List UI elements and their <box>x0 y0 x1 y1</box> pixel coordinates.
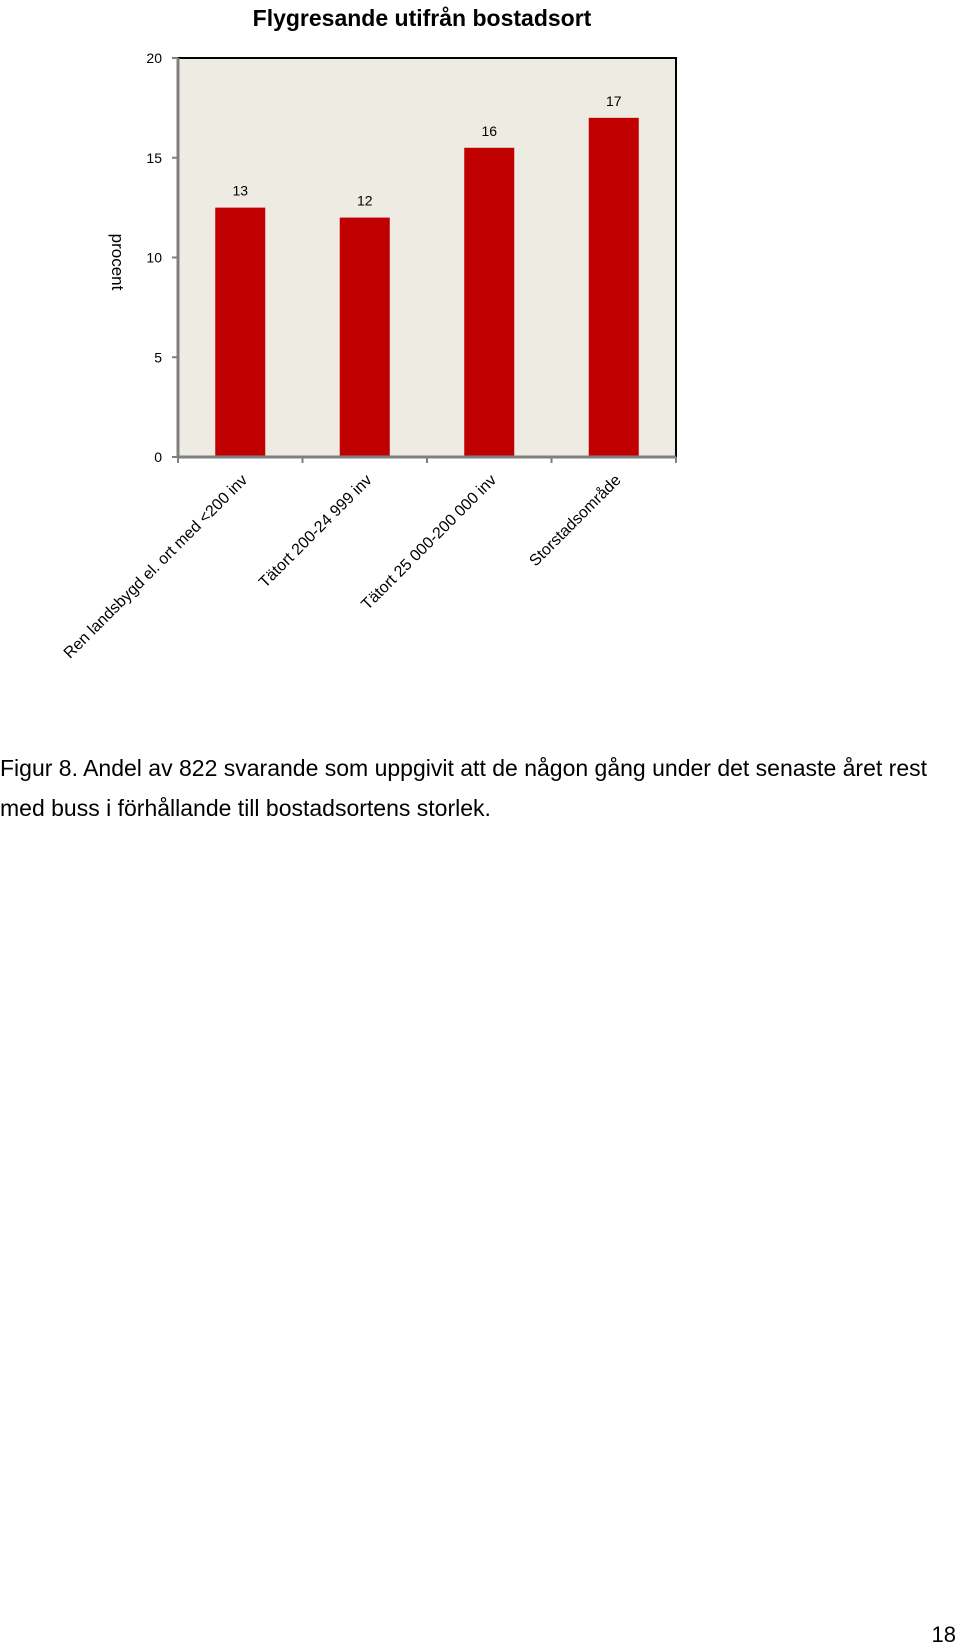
x-tick-label: Tätort 200-24 999 inv <box>256 471 376 592</box>
chart-title: Flygresande utifrån bostadsort <box>252 5 592 31</box>
bar <box>464 148 514 457</box>
data-label: 12 <box>356 192 373 209</box>
data-label: 16 <box>481 122 498 139</box>
y-tick-label: 0 <box>154 449 162 465</box>
bar <box>215 208 265 457</box>
data-label: 17 <box>605 92 622 109</box>
page-number: 18 <box>931 1622 956 1647</box>
x-tick-label: Storstadsområde <box>526 471 625 570</box>
x-axis-ticks <box>61 457 676 662</box>
y-tick-label: 5 <box>154 349 162 366</box>
data-label: 13 <box>232 182 249 199</box>
bar <box>589 118 639 457</box>
bar <box>340 218 390 457</box>
x-tick-label: Ren landsbygd el. ort med <200 inv <box>60 471 252 663</box>
figure-caption: Figur 8. Andel av 822 svarande som uppgivit att de någon gång under det senaste året rest med buss i förhållande till bostadsortens storlek. <box>0 755 927 821</box>
bar-chart <box>0 0 960 720</box>
y-axis-ticks <box>146 50 178 465</box>
y-tick-label: 15 <box>146 149 162 166</box>
y-tick-label: 10 <box>146 249 162 266</box>
y-axis-label: procent <box>108 233 127 291</box>
y-tick-label: 20 <box>146 50 162 66</box>
x-tick-label: Tätort 25 000-200 000 inv <box>358 471 501 614</box>
